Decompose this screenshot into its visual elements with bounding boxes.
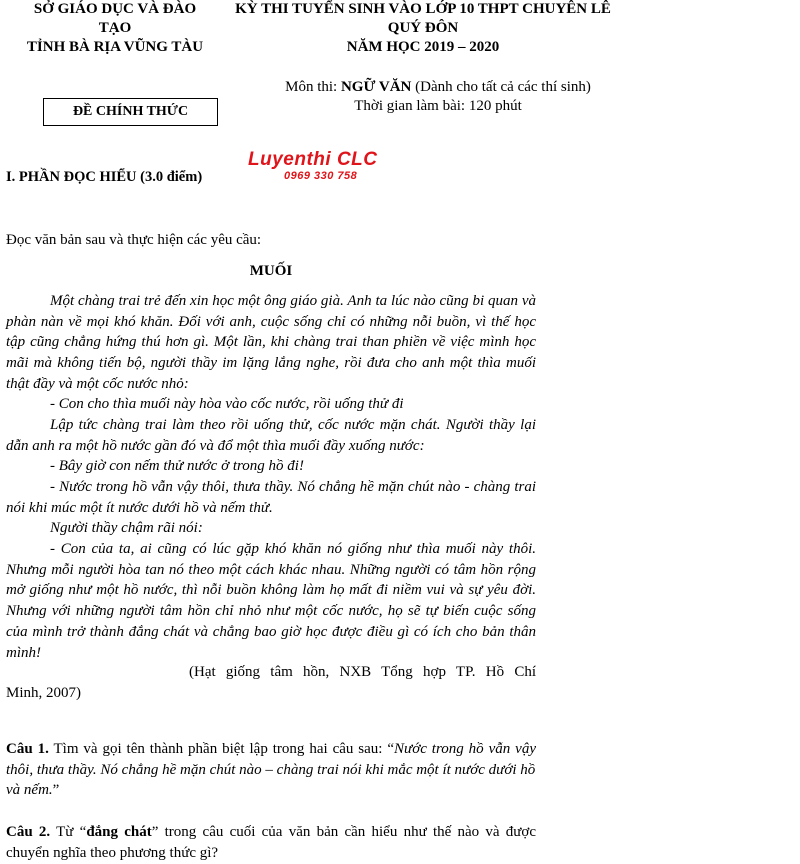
source-line2: Minh, 2007) — [6, 684, 81, 701]
story-source — [6, 662, 536, 703]
question-2-text-after: ” trong câu cuối của văn bản cần hiểu như thế nào và được chuyển nghĩa theo phương thức gì? — [6, 824, 536, 861]
story-paragraph-6: Người thầy chậm rãi nói: — [50, 520, 203, 536]
question-1-quote-end: và nếm. — [6, 782, 53, 799]
subject-suffix: (Dành cho tất cả các thí sinh) — [411, 79, 591, 95]
question-1-label: Câu 1. — [6, 741, 49, 757]
subject-prefix: Môn thi: — [285, 79, 341, 95]
exam-duration: Thời gian làm bài: 120 phút — [354, 98, 522, 114]
question-1-quote: Nước trong hồ vẫn vậy thôi, thưa thầy. Nó chẳng hề mặn chút nào – chàng trai nói khi mắc một ít nước dưới hồ — [6, 741, 536, 778]
province-name: TỈNH BÀ RỊA VŨNG TÀU — [26, 39, 204, 55]
official-label: ĐỀ CHÍNH THỨC — [72, 104, 189, 119]
watermark-phone: 0969 330 758 — [284, 170, 358, 182]
question-2 — [6, 822, 536, 863]
reading-instruction: Đọc văn bản sau và thực hiện các yêu cầu: — [6, 232, 262, 248]
subject-name: NGỮ VĂN — [340, 79, 412, 95]
story-paragraph-4: - Bây giờ con nếm thử nước ở trong hồ đi! — [50, 458, 304, 474]
school-year: NĂM HỌC 2019 – 2020 — [346, 39, 500, 55]
question-1 — [6, 739, 536, 801]
story-paragraph-1: Một chàng trai trẻ đến xin học một ông giáo già. Anh ta lúc nào cũng bi quan và phàn nàn về mọi khó khăn. Đối với anh, cuộc sống chỉ có những nỗi buồn, vì thế học tập cũng chẳng hứng thú hơn gì. Một lần, khi chàng trai than phiền về việc mình học mãi mà không tiến bộ, người thầy im lặng lắng nghe, rồi đưa cho anh một thìa muối thật đầy và một cốc nước nhỏ: — [6, 293, 536, 392]
story-paragraph-5: - Nước trong hồ vẫn vậy thôi, thưa thầy. Nó chẳng hề mặn chút nào - chàng trai nói khi múc một ít nước dưới hồ và nếm thử. — [6, 479, 536, 516]
question-2-keyword: đắng chát — [86, 824, 152, 840]
question-2-label: Câu 2. — [6, 824, 51, 840]
story-paragraph-3: Lập tức chàng trai làm theo rồi uống thử, cốc nước mặn chát. Người thầy lại dẫn anh ra một hồ nước gần đó và đổ một thìa muối đầy xuống nước: — [6, 417, 536, 454]
source-line1: (Hạt giống tâm hồn, NXB Tổng hợp TP. Hồ Chí — [189, 664, 536, 680]
exam-title-block — [226, 0, 620, 57]
subject-line — [258, 78, 618, 97]
department-line2: TẠO — [98, 20, 132, 36]
exam-title-line1: KỲ THI TUYỂN SINH VÀO LỚP 10 THPT CHUYÊN LÊ — [235, 1, 611, 17]
watermark-brand: Luyenthi CLC — [248, 149, 378, 170]
story-title: MUỐI — [249, 263, 293, 279]
watermark-logo — [248, 150, 378, 182]
department-block — [0, 0, 230, 57]
story-paragraph-7: - Con của ta, ai cũng có lúc gặp khó khăn nó giống như thìa muối này thôi. Nhưng mỗi người hòa tan nó theo một cách khác nhau. Những người có tâm hồn rộng mở giống như một hồ nước, thì nỗi buồn không làm họ mất đi niềm vui và sự yêu đời. Nhưng với những người tâm hồn chỉ nhỏ như một cốc nước, họ sẽ tự biến cuộc sống của mình trở thành đắng chát và chẳng bao giờ học được điều gì có ích cho bản thân mình! — [6, 541, 536, 661]
section-heading: I. PHẦN ĐỌC HIỂU (3.0 điểm) — [6, 169, 203, 185]
subject-block — [258, 78, 618, 116]
question-2-text-before: Từ “ — [50, 824, 87, 840]
exam-title-line2: QUÝ ĐÔN — [387, 20, 459, 36]
question-1-text: Tìm và gọi tên thành phần biệt lập trong hai câu sau: “ — [48, 741, 395, 757]
story-paragraph-2: - Con cho thìa muối này hòa vào cốc nước, rồi uống thử đi — [50, 396, 404, 412]
official-exam-box — [43, 98, 218, 126]
department-line1: SỞ GIÁO DỤC VÀ ĐÀO — [33, 1, 197, 17]
question-1-quote-close: ” — [52, 782, 60, 799]
